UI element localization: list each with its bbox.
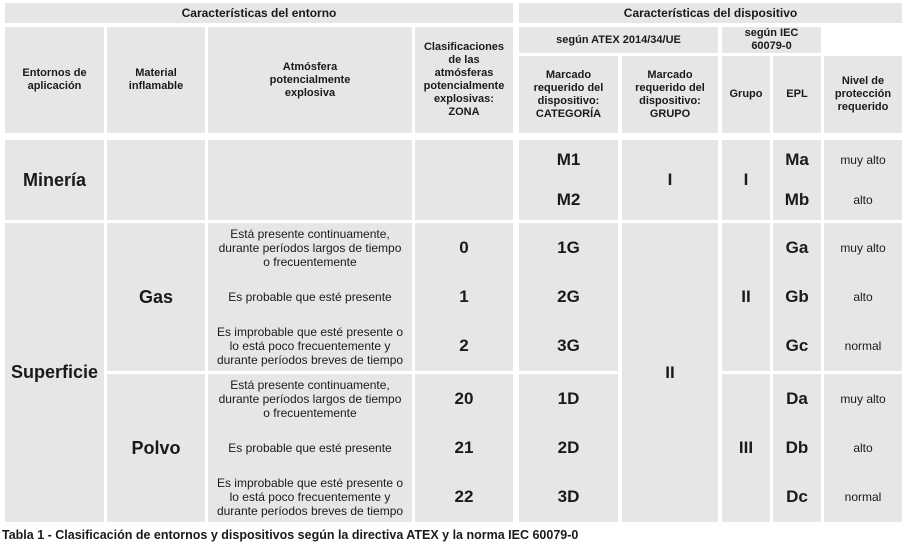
polvo-nivel-0: muy alto <box>824 374 902 423</box>
polvo-zona-1: 21 <box>415 423 513 472</box>
env-superficie: Superficie <box>5 223 104 522</box>
col-header-zona: Clasificaciones de las atmósferas potencialmente explosivas: ZONA <box>415 27 513 133</box>
gas-categoria-0: 1G <box>519 223 618 272</box>
polvo-categoria-0: 1D <box>519 374 618 423</box>
gas-desc-1: Es probable que esté presente <box>208 272 412 321</box>
gas-grupo-iec: II <box>722 223 770 371</box>
mineria-categoria-m1: M1 <box>519 140 618 180</box>
superficie-grupo-atex: II <box>622 223 718 522</box>
polvo-desc-1: Es probable que esté presente <box>208 423 412 472</box>
gas-categoria-1: 2G <box>519 272 618 321</box>
polvo-nivel-2: normal <box>824 472 902 522</box>
col-header-grupo-iec: Grupo <box>722 56 770 133</box>
mineria-atmosfera-empty <box>208 140 412 220</box>
col-header-epl: EPL <box>773 56 821 133</box>
header-env-title: Características del entorno <box>5 3 513 23</box>
polvo-zona-2: 22 <box>415 472 513 522</box>
polvo-nivel-1: alto <box>824 423 902 472</box>
gas-nivel-0: muy alto <box>824 223 902 272</box>
polvo-desc-0: Está presente continuamente, durante períodos largos de tiempo o frecuentemente <box>208 374 412 423</box>
polvo-epl-2: Dc <box>773 472 821 522</box>
mineria-nivel-1: muy alto <box>824 140 902 180</box>
col-header-material: Material inflamable <box>107 27 205 133</box>
polvo-desc-2: Es improbable que esté presente o lo está poco frecuentemente y durante períodos breves de tiempo <box>208 472 412 522</box>
mineria-categoria-m2: M2 <box>519 180 618 220</box>
gas-epl-1: Gb <box>773 272 821 321</box>
gas-desc-0: Está presente continuamente, durante períodos largos de tiempo o frecuentemente <box>208 223 412 272</box>
gas-nivel-1: alto <box>824 272 902 321</box>
gas-nivel-2: normal <box>824 321 902 371</box>
col-header-nivel: Nivel de protección requerido <box>824 56 902 133</box>
polvo-epl-0: Da <box>773 374 821 423</box>
mineria-grupo-iec: I <box>722 140 770 220</box>
polvo-zona-0: 20 <box>415 374 513 423</box>
header-iec: según IEC 60079-0 <box>722 27 821 53</box>
col-header-entornos: Entornos de aplicación <box>5 27 104 133</box>
table-caption: Tabla 1 - Clasificación de entornos y dispositivos según la directiva ATEX y la norma IEC 60079-0 <box>2 528 579 542</box>
gas-epl-0: Ga <box>773 223 821 272</box>
gas-zona-0: 0 <box>415 223 513 272</box>
col-header-atmosfera: Atmósfera potencialmente explosiva <box>208 27 412 133</box>
gas-desc-2: Es improbable que esté presente o lo está poco frecuentemente y durante períodos breves de tiempo <box>208 321 412 371</box>
polvo-categoria-2: 3D <box>519 472 618 522</box>
col-header-grupo-atex: Marcado requerido del dispositivo: GRUPO <box>622 56 718 133</box>
gas-zona-1: 1 <box>415 272 513 321</box>
header-dev-title: Características del dispositivo <box>519 3 902 23</box>
material-gas: Gas <box>107 223 205 371</box>
header-atex: según ATEX 2014/34/UE <box>519 27 718 53</box>
mineria-nivel-2: alto <box>824 180 902 220</box>
mineria-grupo-atex: I <box>622 140 718 220</box>
gas-epl-2: Gc <box>773 321 821 371</box>
mineria-material-empty <box>107 140 205 220</box>
mineria-zona-empty <box>415 140 513 220</box>
polvo-grupo-iec: III <box>722 374 770 522</box>
polvo-epl-1: Db <box>773 423 821 472</box>
col-header-categoria: Marcado requerido del dispositivo: CATEGORÍA <box>519 56 618 133</box>
mineria-epl-ma: Ma <box>773 140 821 180</box>
material-polvo: Polvo <box>107 374 205 522</box>
mineria-epl-mb: Mb <box>773 180 821 220</box>
gas-categoria-2: 3G <box>519 321 618 371</box>
polvo-categoria-1: 2D <box>519 423 618 472</box>
env-mineria: Minería <box>5 140 104 220</box>
gas-zona-2: 2 <box>415 321 513 371</box>
